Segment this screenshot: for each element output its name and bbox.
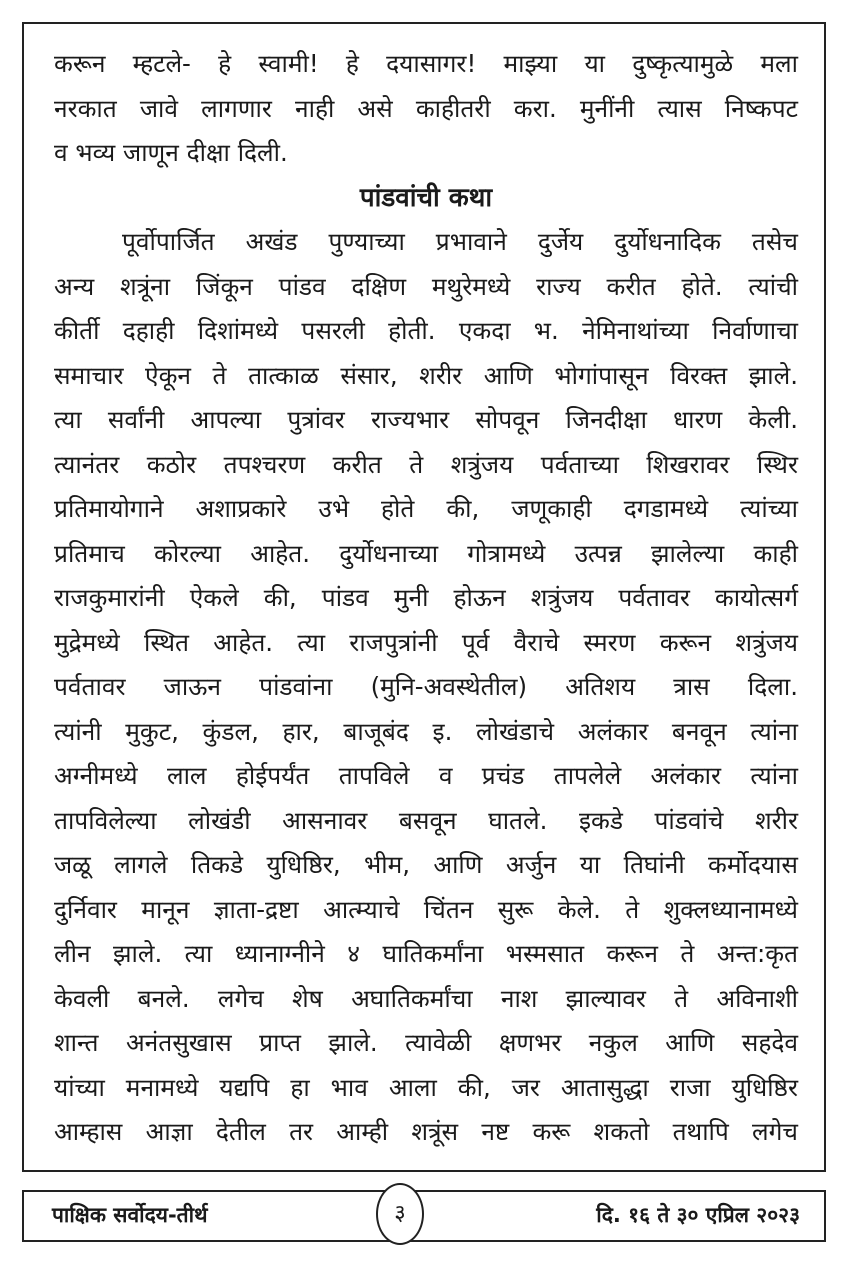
story-line: प्रतिमाच कोरल्या आहेत. दुर्योधनाच्या गोत्रामध्ये उत्पन्न झालेल्या काही [54, 538, 798, 568]
intro-line: नरकात जावे लागणार नाही असे काहीतरी करा. मुनींनी त्यास निष्कपट [54, 93, 798, 123]
story-line: प्रतिमायोगाने अशाप्रकारे उभे होते की, जणूकाही दगडामध्ये त्यांच्या [54, 494, 798, 523]
page-footer [22, 1190, 826, 1242]
story-line: केवली बनले. लगेच शेष अघातिकर्मांचा नाश झाल्यावर ते अविनाशी [54, 983, 798, 1013]
story-line: दुर्निवार मानून ज्ञाता-द्रष्टा आत्म्याचे चिंतन सुरू केले. ते शुक्लध्यानामध्ये [54, 894, 798, 924]
story-line: त्यांनी मुकुट, कुंडल, हार, बाजूबंद इ. लोखंडाचे अलंकार बनवून त्यांना [54, 716, 798, 746]
story-line: तापविलेल्या लोखंडी आसनावर बसवून घातले. इकडे पांडवांचे शरीर [54, 805, 798, 835]
section-heading: पांडवांची कथा [359, 182, 493, 213]
intro-line: करून म्हटले- हे स्वामी! हे दयासागर! माझ्या या दुष्कृत्यामुळे मला [54, 49, 798, 78]
story-line: त्या सर्वांनी आपल्या पुत्रांवर राज्यभार सोपवून जिनदीक्षा धारण केली. [54, 405, 798, 434]
story-line: समाचार ऐकून ते तात्काळ संसार, शरीर आणि भोगांपासून विरक्त झाले. [54, 360, 798, 390]
publication-name: पाक्षिक सर्वोदय-तीर्थ [52, 1203, 208, 1227]
story-line: राजकुमारांनी ऐकले की, पांडव मुनी होऊन शत्रुंजय पर्वतावर कायोत्सर्ग [54, 583, 798, 612]
story-line: जळू लागले तिकडे युधिष्ठिर, भीम, आणि अर्जुन या तिघांनी कर्मोदयास [54, 850, 798, 879]
story-line: आम्हास आज्ञा देतील तर आम्ही शत्रूंस नष्ट करू शकतो तथापि लगेच [54, 1117, 798, 1146]
story-line: पूर्वोपार्जित अखंड पुण्याच्या प्रभावाने दुर्जेय दुर्योधनादिक तसेच [122, 227, 798, 256]
intro-line: व भव्य जाणून दीक्षा दिली. [54, 138, 288, 167]
story-line: अग्नीमध्ये लाल होईपर्यंत तापविले व प्रचंड तापलेले अलंकार त्यांना [54, 761, 798, 790]
story-line: अन्य शत्रूंना जिंकून पांडव दक्षिण मथुरेमध्ये राज्य करीत होते. त्यांची [54, 271, 798, 301]
story-line: लीन झाले. त्या ध्यानाग्नीने ४ घातिकर्मांना भस्मसात करून ते अन्त:कृत [54, 939, 798, 968]
story-line: त्यानंतर कठोर तपश्चरण करीत ते शत्रुंजय पर्वताच्या शिखरावर स्थिर [54, 449, 798, 479]
article-body [54, 42, 798, 1155]
story-line: यांच्या मनामध्ये यद्यपि हा भाव आला की, जर आतासुद्धा राजा युधिष्ठिर [54, 1072, 798, 1102]
page-content-frame [22, 22, 826, 1172]
story-line: शान्त अनंतसुखास प्राप्त झाले. त्यावेळी क्षणभर नकुल आणि सहदेव [54, 1028, 798, 1057]
story-line: पर्वतावर जाऊन पांडवांना (मुनि-अवस्थेतील) अतिशय त्रास दिला. [54, 672, 798, 701]
issue-date: दि. १६ ते ३० एप्रिल २०२३ [596, 1203, 800, 1227]
story-line: मुद्रेमध्ये स्थित आहेत. त्या राजपुत्रांनी पूर्व वैराचे स्मरण करून शत्रुंजय [54, 627, 798, 657]
page-number: ३ [376, 1183, 424, 1245]
story-line: कीर्ती दहाही दिशांमध्ये पसरली होती. एकदा भ. नेमिनाथांच्या निर्वाणाचा [54, 316, 798, 345]
